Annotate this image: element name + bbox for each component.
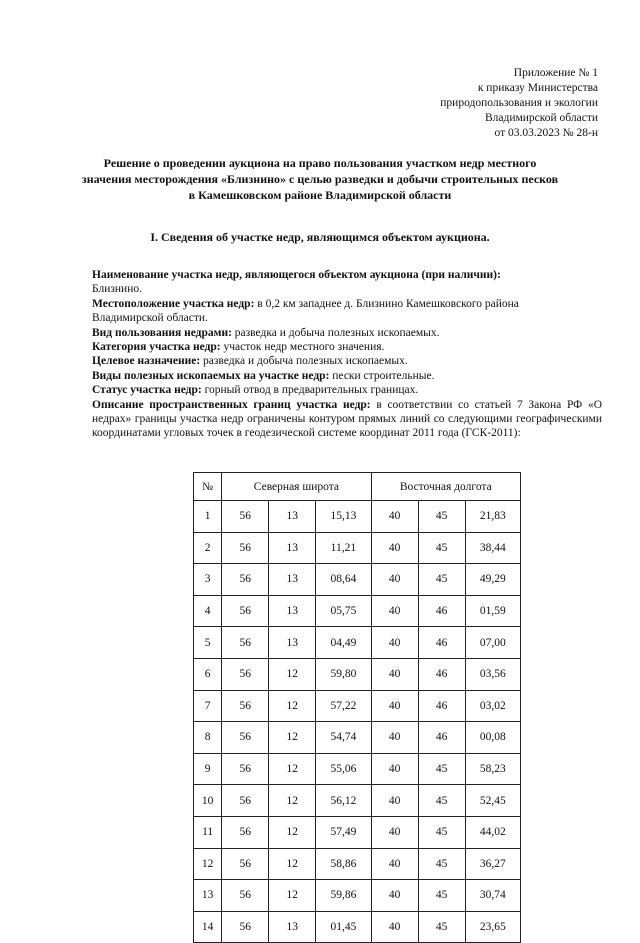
table-row — [194, 785, 521, 817]
cell-number: 12 — [194, 848, 222, 880]
status-value: горный отвод в предварительных границах. — [201, 384, 419, 397]
purpose-label: Целевое назначение: — [92, 355, 201, 368]
cell-lon-min: 45 — [418, 816, 465, 848]
cell-lat-sec: 05,75 — [316, 595, 371, 627]
cell-lon-deg: 40 — [371, 501, 418, 533]
plot-info — [92, 268, 602, 441]
cell-lat-min: 13 — [269, 501, 316, 533]
cell-lon-min: 46 — [418, 627, 465, 659]
cell-lat-sec: 59,80 — [316, 658, 371, 690]
cell-lat-min: 12 — [269, 690, 316, 722]
title-line: Решение о проведении аукциона на право пользования участком недр местного — [103, 156, 537, 170]
table-header-row — [194, 473, 521, 501]
minerals-paragraph — [92, 369, 602, 383]
location-value-cont: Владимирской области. — [92, 312, 208, 325]
cell-lat-deg: 56 — [222, 501, 269, 533]
cell-lon-deg: 40 — [371, 658, 418, 690]
cell-lon-sec: 52,45 — [465, 785, 520, 817]
cell-number: 6 — [194, 658, 222, 690]
cell-lon-deg: 40 — [371, 848, 418, 880]
use-value: разведка и добыча полезных ископаемых. — [231, 326, 440, 339]
appendix-line: Приложение № 1 — [513, 67, 598, 79]
cell-lat-min: 13 — [269, 627, 316, 659]
header-number: № — [194, 473, 222, 501]
cell-lat-deg: 56 — [222, 753, 269, 785]
location-label: Местоположение участка недр: — [92, 297, 255, 310]
cell-lon-min: 45 — [418, 848, 465, 880]
document-title — [60, 155, 580, 203]
cell-number: 4 — [194, 595, 222, 627]
table-body — [194, 501, 521, 943]
cell-lon-sec: 58,23 — [465, 753, 520, 785]
boundary-paragraph — [92, 398, 602, 441]
table-row — [194, 911, 521, 943]
coordinates-table — [193, 472, 521, 943]
table-row — [194, 880, 521, 912]
cell-lat-sec: 11,21 — [316, 532, 371, 564]
cell-lat-min: 12 — [269, 753, 316, 785]
cell-lon-sec: 03,56 — [465, 658, 520, 690]
table-row — [194, 848, 521, 880]
cell-lat-deg: 56 — [222, 785, 269, 817]
cell-lat-sec: 59,86 — [316, 880, 371, 912]
appendix-line: от 03.03.2023 № 28-н — [494, 127, 598, 139]
cell-lat-min: 12 — [269, 722, 316, 754]
cell-lat-deg: 56 — [222, 658, 269, 690]
cell-lon-min: 46 — [418, 658, 465, 690]
location-value: в 0,2 км западнее д. Близнино Камешковского района — [254, 297, 519, 310]
cell-lat-sec: 57,49 — [316, 816, 371, 848]
cell-lon-sec: 49,29 — [465, 564, 520, 596]
title-line: в Камешковском районе Владимирской области — [188, 188, 452, 202]
boundary-label: Описание пространственных границ участка недр: — [92, 398, 371, 411]
cell-lat-min: 13 — [269, 564, 316, 596]
cell-lon-deg: 40 — [371, 564, 418, 596]
cell-number: 8 — [194, 722, 222, 754]
cell-lat-sec: 08,64 — [316, 564, 371, 596]
cell-lat-deg: 56 — [222, 816, 269, 848]
cell-number: 10 — [194, 785, 222, 817]
cell-lat-deg: 56 — [222, 690, 269, 722]
name-label: Наименование участка недр, являющегося объектом аукциона (при наличии): — [92, 269, 501, 281]
location-paragraph — [92, 297, 602, 311]
cell-lon-sec: 03,02 — [465, 690, 520, 722]
cell-lon-deg: 40 — [371, 785, 418, 817]
use-label: Вид пользования недрами: — [92, 326, 232, 339]
cell-lon-deg: 40 — [371, 690, 418, 722]
cell-lon-min: 46 — [418, 595, 465, 627]
use-paragraph — [92, 326, 602, 340]
cell-lon-deg: 40 — [371, 722, 418, 754]
category-paragraph — [92, 340, 602, 354]
cell-lat-min: 12 — [269, 816, 316, 848]
appendix-line: Владимирской области — [484, 112, 598, 124]
title-line: значения месторождения «Близнино» с целью разведки и добычи строительных песков — [81, 172, 559, 186]
cell-lon-min: 45 — [418, 501, 465, 533]
purpose-paragraph — [92, 354, 602, 368]
cell-number: 13 — [194, 880, 222, 912]
cell-lat-sec: 04,49 — [316, 627, 371, 659]
cell-number: 14 — [194, 911, 222, 943]
cell-lat-deg: 56 — [222, 880, 269, 912]
cell-lon-sec: 38,44 — [465, 532, 520, 564]
table-row — [194, 532, 521, 564]
appendix-header — [440, 66, 598, 141]
cell-lat-min: 13 — [269, 595, 316, 627]
cell-lon-sec: 00,08 — [465, 722, 520, 754]
cell-lon-min: 45 — [418, 911, 465, 943]
table-row — [194, 816, 521, 848]
cell-lon-sec: 44,02 — [465, 816, 520, 848]
header-longitude: Восточная долгота — [371, 473, 520, 501]
cell-number: 9 — [194, 753, 222, 785]
cell-lat-sec: 54,74 — [316, 722, 371, 754]
category-value: участок недр местного значения. — [220, 341, 385, 354]
table-row — [194, 753, 521, 785]
cell-lat-min: 12 — [269, 880, 316, 912]
purpose-value: разведка и добыча полезных ископаемых. — [200, 355, 408, 368]
table-row — [194, 658, 521, 690]
minerals-label: Виды полезных ископаемых на участке недр: — [92, 369, 330, 382]
cell-lat-deg: 56 — [222, 627, 269, 659]
cell-lon-deg: 40 — [371, 627, 418, 659]
table-row — [194, 722, 521, 754]
cell-lat-sec: 58,86 — [316, 848, 371, 880]
cell-lat-deg: 56 — [222, 532, 269, 564]
cell-lon-min: 46 — [418, 690, 465, 722]
cell-lat-min: 12 — [269, 658, 316, 690]
cell-lon-sec: 36,27 — [465, 848, 520, 880]
cell-lat-sec: 01,45 — [316, 911, 371, 943]
cell-lat-deg: 56 — [222, 911, 269, 943]
cell-lon-sec: 21,83 — [465, 501, 520, 533]
cell-lon-min: 45 — [418, 785, 465, 817]
cell-lon-deg: 40 — [371, 595, 418, 627]
cell-lon-min: 45 — [418, 564, 465, 596]
cell-lat-deg: 56 — [222, 595, 269, 627]
cell-lon-sec: 23,65 — [465, 911, 520, 943]
cell-number: 3 — [194, 564, 222, 596]
cell-lat-sec: 15,13 — [316, 501, 371, 533]
cell-number: 1 — [194, 501, 222, 533]
cell-lon-deg: 40 — [371, 532, 418, 564]
cell-lat-min: 12 — [269, 848, 316, 880]
cell-number: 7 — [194, 690, 222, 722]
cell-lon-sec: 07,00 — [465, 627, 520, 659]
cell-lon-sec: 30,74 — [465, 880, 520, 912]
cell-number: 11 — [194, 816, 222, 848]
cell-number: 5 — [194, 627, 222, 659]
minerals-value: пески строительные. — [329, 369, 435, 382]
cell-lat-sec: 57,22 — [316, 690, 371, 722]
cell-lon-deg: 40 — [371, 880, 418, 912]
table-row — [194, 501, 521, 533]
cell-lat-deg: 56 — [222, 722, 269, 754]
cell-lon-min: 45 — [418, 532, 465, 564]
status-paragraph — [92, 383, 602, 397]
table-row — [194, 595, 521, 627]
cell-lat-min: 13 — [269, 532, 316, 564]
appendix-line: к приказу Министерства — [477, 82, 598, 94]
name-value: Близнино. — [92, 283, 142, 296]
cell-lat-min: 12 — [269, 785, 316, 817]
table-row — [194, 627, 521, 659]
table-row — [194, 564, 521, 596]
cell-lon-deg: 40 — [371, 911, 418, 943]
cell-lat-sec: 55,06 — [316, 753, 371, 785]
cell-number: 2 — [194, 532, 222, 564]
appendix-line: природопользования и экологии — [440, 97, 598, 109]
boundary-value: в соответствии со статьей 7 Закона РФ «О недрах» границы участка недр ограничены контуром прямых линий со следующими географическими координатами угловых точек в геодезической системе координат 2011 года (ГСК-2011): — [92, 398, 603, 440]
cell-lat-deg: 56 — [222, 848, 269, 880]
cell-lon-min: 46 — [418, 722, 465, 754]
name-paragraph — [92, 268, 602, 282]
cell-lon-min: 45 — [418, 753, 465, 785]
cell-lon-deg: 40 — [371, 816, 418, 848]
cell-lat-min: 13 — [269, 911, 316, 943]
cell-lon-min: 45 — [418, 880, 465, 912]
cell-lon-sec: 01,59 — [465, 595, 520, 627]
section-heading: I. Сведения об участке недр, являющимся объектом аукциона. — [150, 230, 490, 244]
status-label: Статус участка недр: — [92, 384, 202, 397]
table-row — [194, 690, 521, 722]
cell-lat-deg: 56 — [222, 564, 269, 596]
cell-lon-deg: 40 — [371, 753, 418, 785]
category-label: Категория участка недр: — [92, 341, 221, 354]
cell-lat-sec: 56,12 — [316, 785, 371, 817]
header-latitude: Северная широта — [222, 473, 371, 501]
